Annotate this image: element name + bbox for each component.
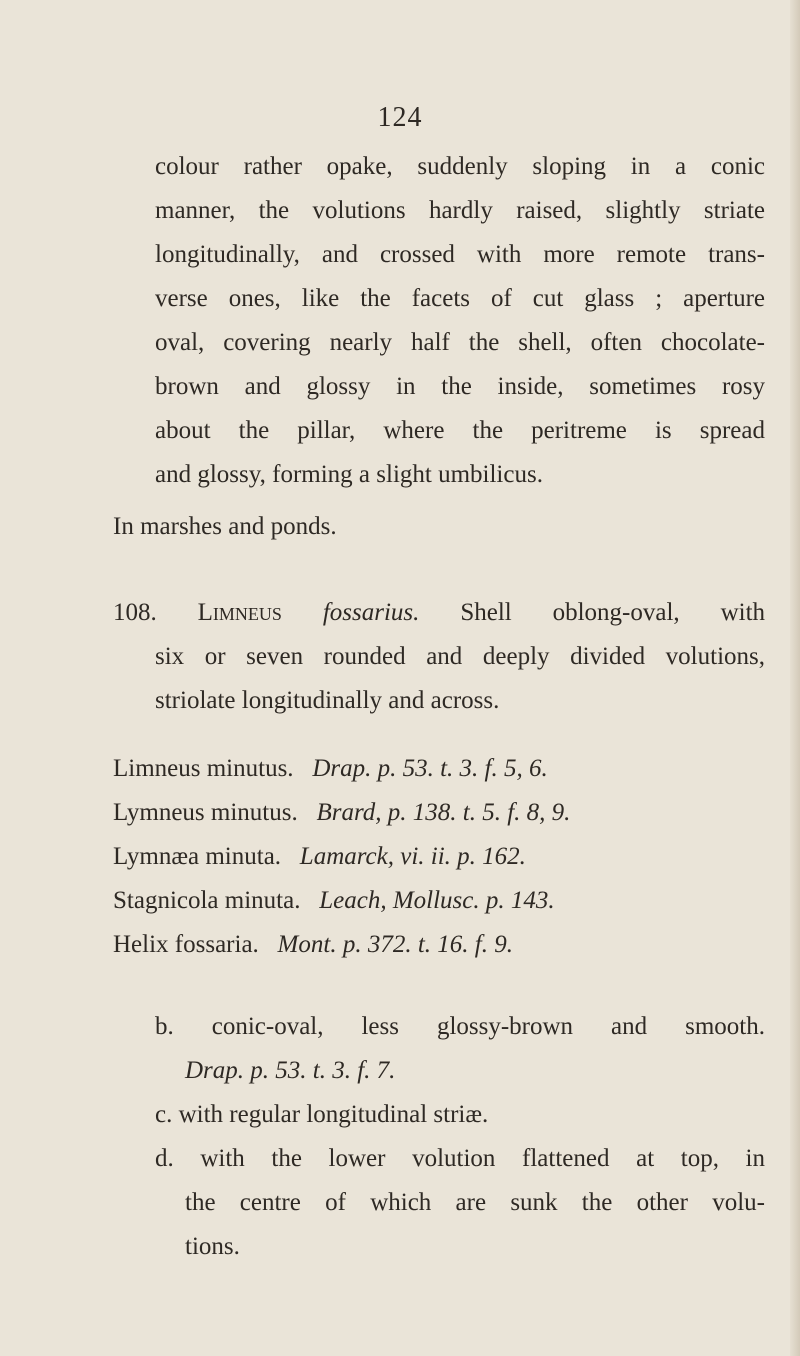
synonym-name: Lymneus minutus. [113,799,298,826]
page-number: 124 [377,102,423,133]
page-edge [790,0,800,1356]
synonym-name: Lymnæa minuta. [113,843,282,870]
species-number: 108. [113,599,157,626]
variety-description: with the lower volution flattened at top, in [200,1145,765,1172]
species-heading [113,598,765,628]
variety-description: tions. [185,1233,240,1260]
habitat-note: In marshes and ponds. [113,513,337,540]
synonym-reference: Leach, Mollusc. p. 143. [319,887,555,914]
species-name: fossarius. [322,599,420,626]
variety-d [155,1144,765,1174]
text-line: manner, the volutions hardly raised, slightly striate [155,197,765,224]
text-line: oval, covering nearly half the shell, often chocolate- [155,329,765,356]
synonym-line [113,798,570,828]
text-line: about the pillar, where the peritreme is spread [155,417,765,444]
variety-description: conic-oval, less glossy-brown and smooth. [211,1013,765,1040]
variety-letter: b. [155,1013,174,1040]
species-description: striolate longitudinally and across. [155,687,500,714]
synonym-line [113,754,548,784]
variety-description: the centre of which are sunk the other volu- [185,1189,765,1216]
variety-reference: Drap. p. 53. t. 3. f. 7. [185,1057,396,1084]
synonym-name: Stagnicola minuta. [113,887,301,914]
synonym-name: Limneus minutus. [113,755,294,782]
synonym-reference: Mont. p. 372. t. 16. f. 9. [277,931,513,958]
text-line: colour rather opake, suddenly sloping in a conic [155,153,765,180]
species-genus: Limneus [197,599,282,626]
text-line: verse ones, like the facets of cut glass ; aperture [155,285,765,312]
variety-letter: d. [155,1145,174,1172]
synonym-line [113,886,555,916]
variety-letter: c. [155,1101,173,1128]
synonym-reference: Lamarck, vi. ii. p. 162. [299,843,526,870]
synonym-reference: Drap. p. 53. t. 3. f. 5, 6. [312,755,548,782]
species-description: Shell oblong-oval, with [460,599,766,626]
synonym-name: Helix fossaria. [113,931,259,958]
text-line: and glossy, forming a slight umbilicus. [155,461,543,488]
synonym-line [113,842,526,872]
synonym-line [113,930,513,960]
synonym-reference: Brard, p. 138. t. 5. f. 8, 9. [316,799,571,826]
species-description: six or seven rounded and deeply divided volutions, [155,643,765,670]
variety-c [155,1100,488,1130]
variety-description: with regular longitudinal striæ. [178,1101,489,1128]
text-line: brown and glossy in the inside, sometimes rosy [155,373,765,400]
variety-b [155,1012,765,1042]
text-line: longitudinally, and crossed with more remote trans- [155,241,765,268]
